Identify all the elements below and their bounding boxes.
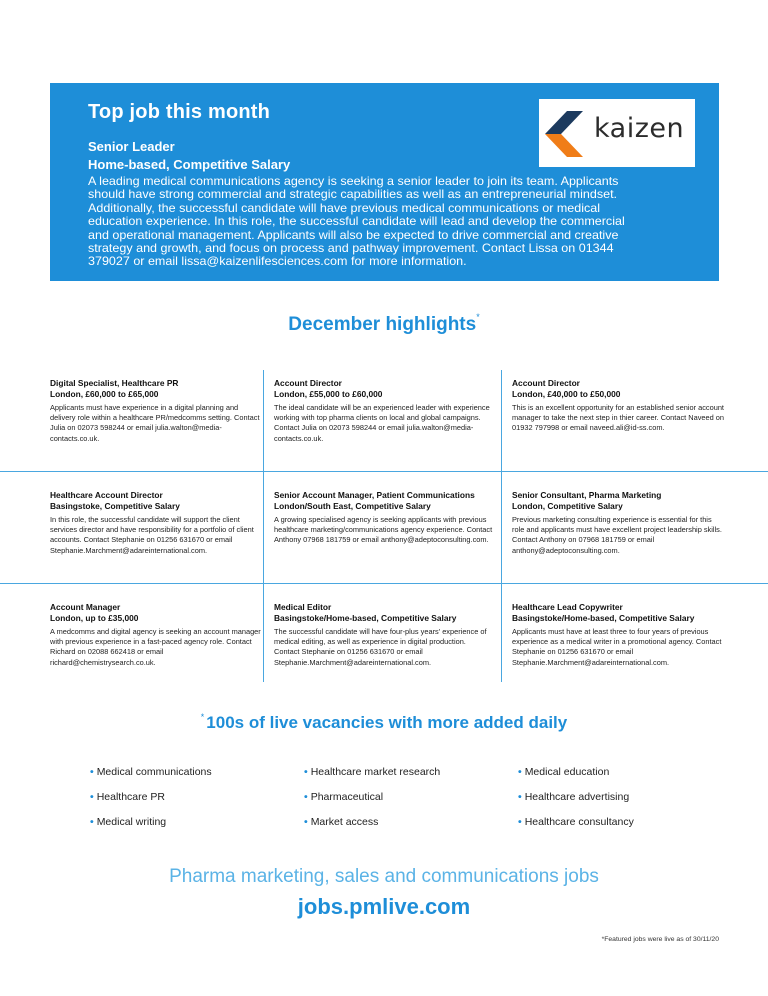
job-listing (274, 602, 492, 668)
job-location-salary: London, £60,000 to £65,000 (50, 389, 159, 399)
job-description: A medcomms and digital agency is seeking an account manager with previous experience in a fast-paced agency role. Contact Richard on 02088 662418 or email richard@chemistrysearch.co.uk. (50, 627, 261, 667)
job-listing (274, 490, 496, 546)
job-listing (50, 490, 265, 556)
job-listing (50, 602, 265, 668)
job-title: Account Director (512, 378, 580, 388)
job-title: Healthcare Lead Copywriter (512, 602, 623, 612)
job-description: Previous marketing consulting experience is essential for this role and applicants must have excellent project leadership skills. Contact Anthony on 07968 181759 or email anthony@adeptoconsulting.com. (512, 515, 722, 555)
job-listing (512, 490, 724, 556)
bullet-icon: • (90, 816, 94, 828)
vacancies-title (0, 713, 768, 733)
job-listing (274, 378, 492, 444)
grid-divider (501, 370, 502, 682)
sector-item (90, 816, 166, 828)
banner-location-salary: Home-based, Competitive Salary (88, 157, 291, 172)
banner-description: A leading medical communications agency is seeking a senior leader to join its team. Applicants should have strong commercial and strategic capabilities as well as an entrepreneurial mindset. Additionally, the successful candidate will have previous medical communications or medical education experience. In this role, the successful candidate will lead and develop the commercial and operational management. Applicants will also be expected to drive commercial and creative strategy and growth, and focus on process and pathway improvement. Contact Lissa on 01344 379027 or email lissa@kaizenlifesciences.com for more information. (88, 174, 625, 269)
job-location-salary: London, up to £35,000 (50, 613, 139, 623)
job-location-salary: Basingstoke, Competitive Salary (50, 501, 180, 511)
job-title: Senior Account Manager, Patient Communications (274, 490, 475, 500)
bullet-icon: • (90, 766, 94, 778)
job-listing (512, 378, 724, 434)
banner-title: Top job this month (88, 101, 271, 123)
job-description: This is an excellent opportunity for an established senior account manager to take the next step in thier career. Contact Naveed on 01932 797998 or email naveed.ali@id-ss.com. (512, 403, 724, 433)
kaizen-logo (539, 99, 695, 167)
job-title: Healthcare Account Director (50, 490, 163, 500)
kaizen-logo-text: kaizen (594, 113, 685, 144)
job-location-salary: London/South East, Competitive Salary (274, 501, 431, 511)
job-description: Applicants must have at least three to four years of previous experience as a medical writer in a promotional agency. Contact Stephanie on 01256 631670 or email Stephanie.Marchment@adareinternational.com. (512, 627, 722, 667)
grid-divider (0, 471, 768, 472)
footnote: *Featured jobs were live as of 30/11/20 (601, 936, 719, 943)
job-listing (512, 602, 724, 668)
sector-label: Medical writing (96, 816, 167, 828)
footer-tagline: Pharma marketing, sales and communications jobs (169, 866, 599, 887)
job-title: Senior Consultant, Pharma Marketing (512, 490, 662, 500)
top-job-banner (50, 83, 719, 281)
sector-label: Healthcare advertising (524, 791, 630, 803)
sector-item (90, 766, 212, 778)
sector-item (304, 766, 440, 778)
sector-label: Healthcare market research (310, 766, 441, 778)
sector-label: Healthcare consultancy (524, 816, 634, 828)
sector-item (518, 816, 634, 828)
highlights-title-text: December highlights (288, 314, 477, 335)
sector-item (304, 791, 383, 803)
job-location-salary: London, £40,000 to £50,000 (512, 389, 621, 399)
sector-label: Market access (310, 816, 379, 828)
kaizen-logo-mark-icon (545, 109, 585, 159)
job-location-salary: Basingstoke/Home-based, Competitive Salary (512, 613, 695, 623)
sector-label: Medical education (524, 766, 610, 778)
bullet-icon: • (518, 766, 522, 778)
job-description: The ideal candidate will be an experienced leader with experience working with top pharma clients on local and global campaigns. Contact Julia on 02073 598244 or email julia.walton@media-contacts.co.uk. (274, 403, 490, 443)
bullet-icon: • (518, 816, 522, 828)
job-description: Applicants must have experience in a digital planning and delivery role within a healthcare PR/medcomms setting. Contact Julia on 02073 598244 or email julia.walton@media-contacts.co.uk. (50, 403, 260, 443)
job-location-salary: London, Competitive Salary (512, 501, 623, 511)
job-listing (50, 378, 265, 444)
job-title: Account Director (274, 378, 342, 388)
bullet-icon: • (90, 791, 94, 803)
highlights-title (0, 314, 768, 336)
job-description: The successful candidate will have four-plus years' experience of medical editing, as well as experience in digital production. Contact Stephanie on 01256 631670 or email Stephanie.Marchment@adareinternational.com. (274, 627, 487, 667)
job-title: Account Manager (50, 602, 121, 612)
sector-item (304, 816, 378, 828)
banner-role-title: Senior Leader (88, 139, 175, 154)
bullet-icon: • (304, 816, 308, 828)
site-url-link[interactable]: jobs.pmlive.com (297, 894, 471, 919)
bullet-icon: • (518, 791, 522, 803)
sector-label: Healthcare PR (96, 791, 165, 803)
vacancies-asterisk: * (200, 712, 205, 722)
job-title: Medical Editor (274, 602, 332, 612)
bullet-icon: • (304, 766, 308, 778)
job-highlights-grid (0, 370, 768, 682)
vacancies-title-text: 100s of live vacancies with more added daily (206, 713, 568, 732)
highlights-asterisk: * (476, 312, 480, 322)
job-title: Digital Specialist, Healthcare PR (50, 378, 179, 388)
sector-item (90, 791, 165, 803)
job-location-salary: Basingstoke/Home-based, Competitive Salary (274, 613, 457, 623)
sector-label: Medical communications (96, 766, 212, 778)
job-description: A growing specialised agency is seeking applicants with previous healthcare marketing/communications agency experience. Contact Anthony 07968 181759 or email anthony@adeptoconsulting.com. (274, 515, 493, 545)
sector-item (518, 766, 609, 778)
sector-item (518, 791, 629, 803)
bullet-icon: • (304, 791, 308, 803)
job-description: In this role, the successful candidate will support the client services director and have responsibility for a portfolio of client accounts. Contact Stephanie on 01256 631670 or email Stephanie.Marchment@adareinternational.com. (50, 515, 254, 555)
job-location-salary: London, £55,000 to £60,000 (274, 389, 383, 399)
grid-divider (0, 583, 768, 584)
banner-role (88, 138, 290, 174)
sector-label: Pharmaceutical (310, 791, 384, 803)
